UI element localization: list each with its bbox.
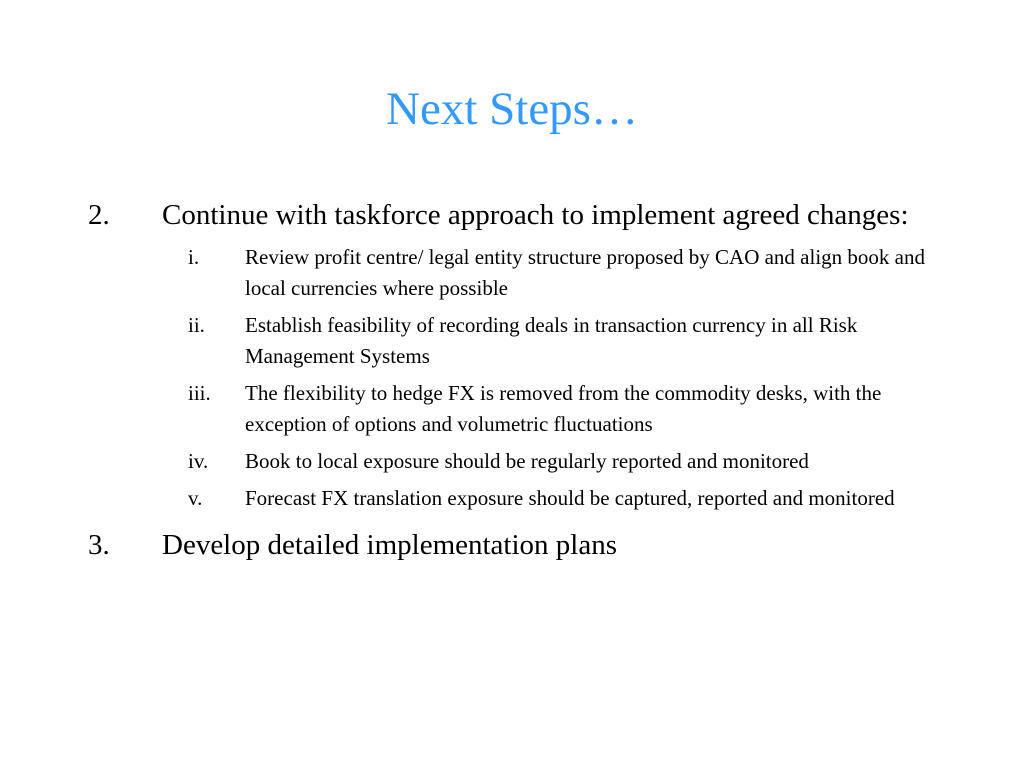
sub-list-item [188, 378, 968, 440]
main-list [88, 194, 968, 566]
list-item-text: Continue with taskforce approach to implement agreed changes: [162, 199, 909, 231]
list-item-number: 2. [88, 199, 110, 231]
sub-item-text: Review profit centre/ legal entity structure proposed by CAO and align book and local currencies where possible [245, 245, 925, 300]
sub-item-number: i. [188, 245, 200, 269]
sub-item-text: Establish feasibility of recording deals in transaction currency in all Risk Management Systems [245, 313, 858, 368]
sub-list-item [188, 483, 968, 514]
sub-list [188, 242, 968, 514]
sub-item-text: The flexibility to hedge FX is removed from the commodity desks, with the exception of options and volumetric fluctuations [245, 381, 882, 436]
sub-list-item [188, 310, 968, 372]
sub-item-number: iii. [188, 381, 211, 405]
sub-item-text: Forecast FX translation exposure should be captured, reported and monitored [245, 486, 895, 510]
list-item-text: Develop detailed implementation plans [162, 529, 618, 561]
sub-item-number: iv. [188, 449, 209, 473]
list-item [88, 524, 968, 566]
list-item-number: 3. [88, 529, 110, 561]
slide-title: Next Steps… [386, 83, 638, 135]
list-item [88, 194, 968, 236]
sub-item-text: Book to local exposure should be regularly reported and monitored [245, 449, 809, 473]
sub-list-item [188, 446, 968, 477]
sub-item-number: v. [188, 486, 203, 510]
sub-list-item [188, 242, 968, 304]
sub-item-number: ii. [188, 313, 205, 337]
